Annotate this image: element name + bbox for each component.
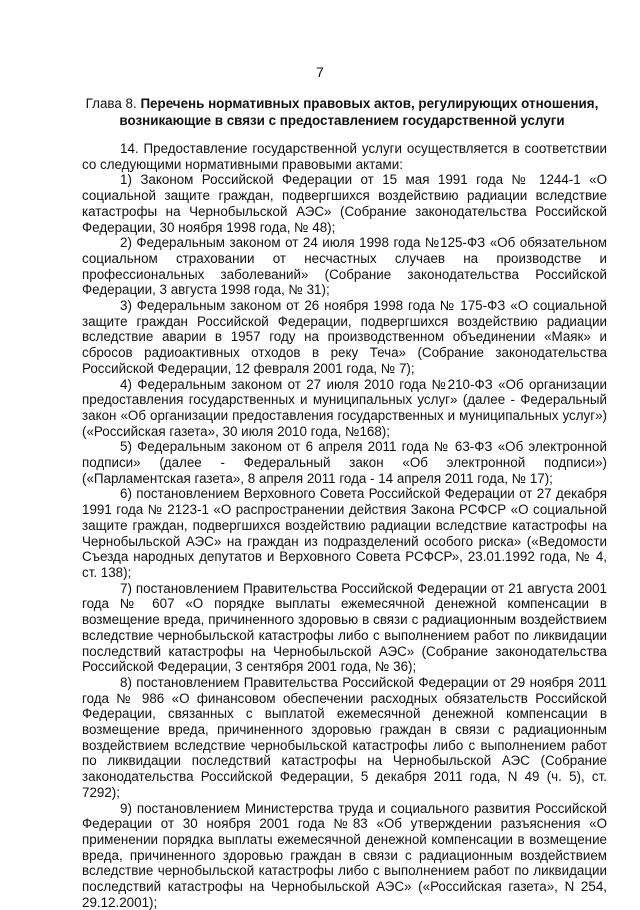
list-item-2: 2) Федеральным законом от 24 июля 1998 года №125-ФЗ «Об обязательном социальном страховании от несчастных случаев на производстве и профессиональных заболеваний» (Собрание законодательства Российской Федерации, 3 августа 1998 года, № 31); <box>82 235 607 298</box>
list-item-9: 9) постановлением Министерства труда и социального развития Российской Федерации от 30 ноября 2001 года №83 «Об утверждении разъяснения «О применении порядка выплаты ежемесячной денежной компенсации в возмещение вреда, причиненного здоровью граждан в связи с радиационным воздействием вследствие чернобыльской катастрофы либо с выполнением работ по ликвидации последствий катастрофы на Чернобыльской АЭС» («Российская газета», N 254, 29.12.2001); <box>82 800 607 910</box>
chapter-title: Перечень нормативных правовых актов, регулирующих отношения, возникающие в связи с предоставлением государственной услуги <box>119 96 599 128</box>
list-item-3: 3) Федеральным законом от 26 ноября 1998 года № 175-ФЗ «О социальной защите граждан Российской Федерации, подвергшихся воздействию радиации вследствие аварии в 1957 году на производственном объединении «Маяк» и сбросов радиоактивных отходов в реку Теча» (Собрание законодательства Российской Федерации, 12 февраля 2001 года, № 7); <box>82 298 607 376</box>
list-item-8: 8) постановлением Правительства Российской Федерации от 29 ноября 2011 года № 986 «О финансовом обеспечении расходных обязательств Российской Федерации, связанных с выплатой ежемесячной денежной компенсации в возмещение вреда, причиненного здоровью граждан в связи с радиационным воздействием вследствие чернобыльской катастрофы либо с выполнением работ по ликвидации последствий катастрофы на Чернобыльской АЭС (Собрание законодательства Российской Федерации, 5 декабря 2011 года, N 49 (ч. 5), ст. 7292); <box>82 674 607 800</box>
chapter-heading <box>82 95 602 129</box>
paragraph-intro: 14. Предоставление государственной услуги осуществляется в соответствии со следующими нормативными правовыми актами: <box>82 141 607 172</box>
list-item-7: 7) постановлением Правительства Российской Федерации от 21 августа 2001 года № 607 «О порядке выплаты ежемесячной денежной компенсации в возмещение вреда, причиненного здоровью в связи с радиационным воздействием вследствие чернобыльской катастрофы либо с выполнением работ по ликвидации последствий катастрофы на Чернобыльской АЭС» (Собрание законодательства Российской Федерации, 3 сентября 2001 года, № 36); <box>82 580 607 675</box>
list-item-6: 6) постановлением Верховного Совета Российской Федерации от 27 декабря 1991 года № 2123-1 «О распространении действия Закона РСФСР «О социальной защите граждан, подвергшихся воздействию радиации вследствие катастрофы на Чернобыльской АЭС» на граждан из подразделений особого риска» («Ведомости Съезда народных депутатов и Верховного Совета РСФСР», 23.01.1992 года, № 4, ст. 138); <box>82 486 607 580</box>
document-body <box>82 141 607 910</box>
chapter-prefix: Глава 8. <box>85 96 141 111</box>
list-item-1: 1) Законом Российской Федерации от 15 мая 1991 года № 1244-1 «О социальной защите граждан, подвергшихся воздействию радиации вследствие катастрофы на Чернобыльской АЭС» (Собрание законодательства Российской Федерации, 30 ноября 1998 года, № 48); <box>82 172 607 235</box>
list-item-5: 5) Федеральным законом от 6 апреля 2011 года № 63-ФЗ «Об электронной подписи» (далее - Федеральный закон «Об электронной подписи») («Парламентская газета», 8 апреля 2011 года - 14 апреля 2011 года, № 17); <box>82 439 607 486</box>
page-number: 7 <box>316 64 324 80</box>
list-item-4: 4) Федеральным законом от 27 июля 2010 года №210-ФЗ «Об организации предоставления государственных и муниципальных услуг» (далее - Федеральный закон «Об организации предоставления государственных и муниципальных услуг») («Российская газета», 30 июля 2010 года, №168); <box>82 376 607 439</box>
